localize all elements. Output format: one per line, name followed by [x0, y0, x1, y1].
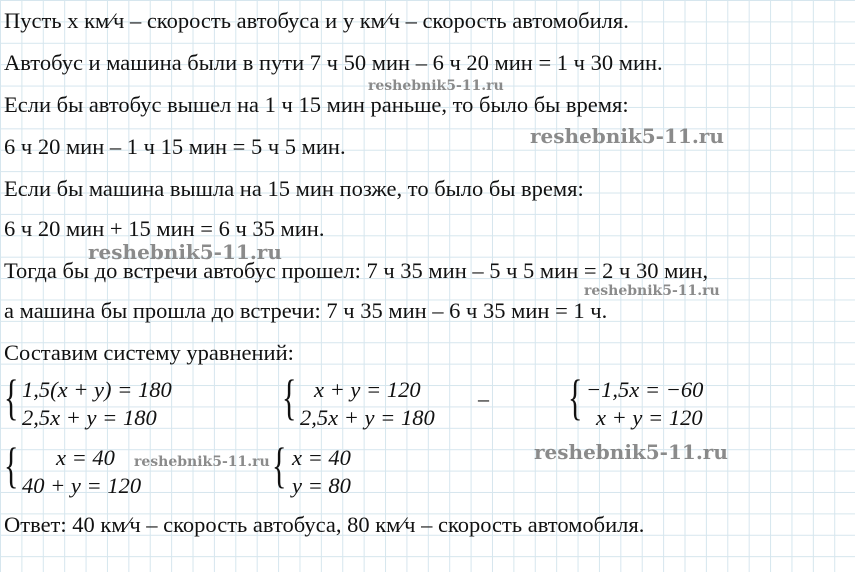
text-line-9: Составим систему уравнений:: [4, 340, 294, 365]
watermark: reshebnik5-11.ru: [368, 78, 504, 94]
text-line-2: Автобус и машина были в пути 7 ч 50 мин – 6 ч 20 мин = 1 ч 30 мин.: [4, 50, 663, 75]
system-1-equation-1: 1,5(x + y) = 180: [22, 377, 172, 402]
watermark: reshebnik5-11.ru: [88, 240, 282, 264]
system-brace: {: [568, 369, 583, 425]
system-brace: {: [272, 437, 287, 493]
watermark: reshebnik5-11.ru: [584, 283, 720, 299]
text-line-8: а машина бы прошла до встречи: 7 ч 35 мин – 6 ч 35 мин = 1 ч.: [4, 298, 608, 323]
system-4-equation-1: x = 40: [56, 445, 115, 470]
watermark: reshebnik5-11.ru: [134, 454, 270, 470]
watermark: reshebnik5-11.ru: [534, 440, 728, 464]
system-brace: {: [4, 369, 19, 425]
system-1-equation-2: 2,5x + y = 180: [22, 405, 157, 430]
system-3-equation-2: x + y = 120: [596, 405, 703, 430]
answer-line: Ответ: 40 км⁄ч – скорость автобуса, 80 км⁄ч – скорость автомобиля.: [4, 512, 645, 537]
system-2-equation-1: x + y = 120: [314, 377, 421, 402]
system-3-equation-1: −1,5x = −60: [586, 377, 704, 402]
system-brace: {: [4, 437, 19, 493]
text-line-5: Если бы машина вышла на 15 мин позже, то было бы время:: [4, 176, 584, 201]
system-2-equation-2: 2,5x + y = 180: [300, 405, 435, 430]
text-line-1: Пусть x км⁄ч – скорость автобуса и y км⁄ч – скорость автомобиля.: [4, 8, 629, 33]
text-line-4: 6 ч 20 мин – 1 ч 15 мин = 5 ч 5 мин.: [4, 134, 346, 159]
watermark: reshebnik5-11.ru: [530, 124, 724, 148]
text-line-3: Если бы автобус вышел на 1 ч 15 мин раньше, то было бы время:: [4, 92, 629, 117]
system-5-equation-1: x = 40: [292, 445, 351, 470]
text-line-7: Тогда бы до встречи автобус прошел: 7 ч 35 мин – 5 ч 5 мин = 2 ч 30 мин,: [4, 258, 709, 283]
text-line-6: 6 ч 20 мин + 15 мин = 6 ч 35 мин.: [4, 216, 325, 241]
system-5-equation-2: y = 80: [292, 473, 351, 498]
system-brace: {: [282, 369, 297, 425]
subtraction-sign: –: [478, 386, 489, 411]
system-4-equation-2: 40 + y = 120: [22, 473, 142, 498]
